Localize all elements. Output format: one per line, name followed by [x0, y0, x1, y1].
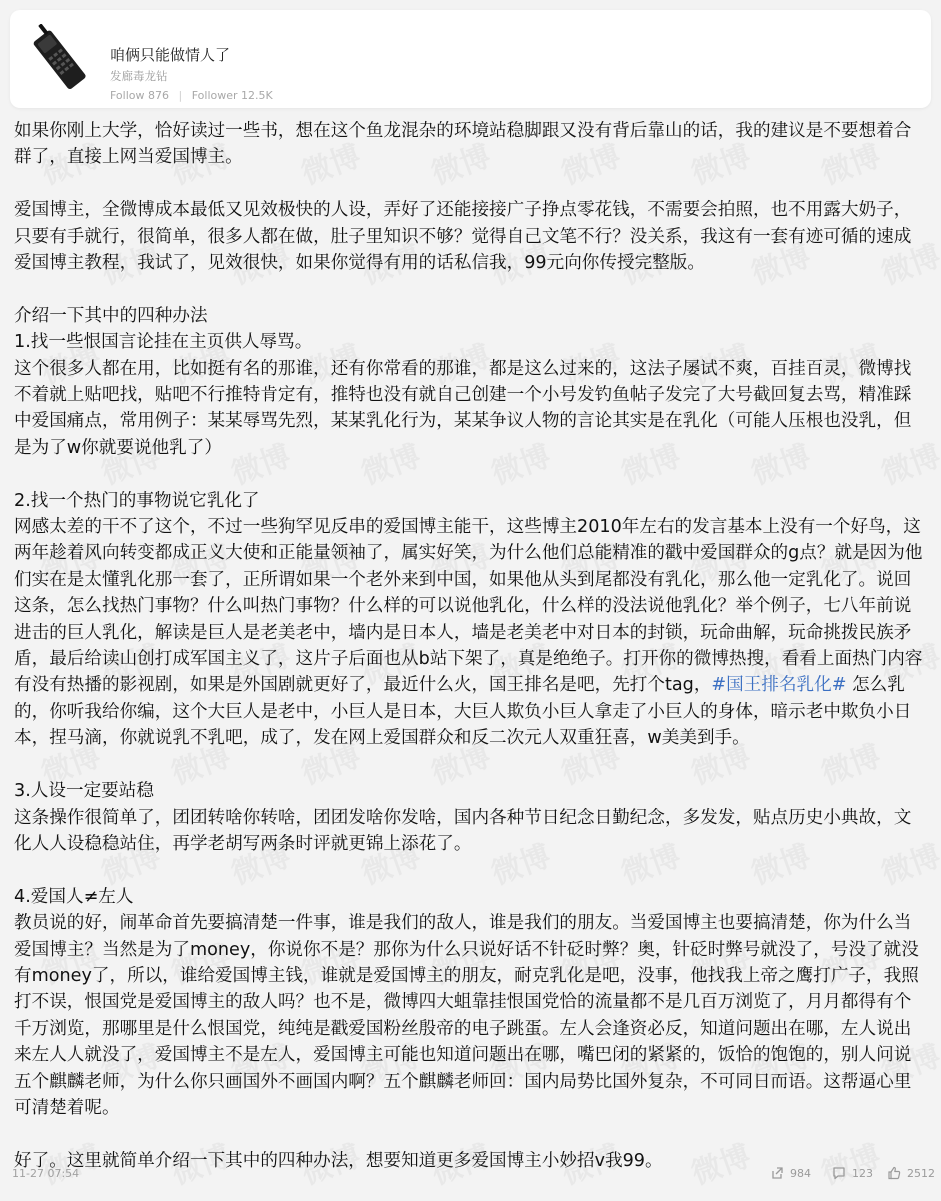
follow-count[interactable]: 876 [148, 89, 170, 102]
stats-divider: | [178, 89, 183, 102]
hashtag-link[interactable]: #国王排名乳化# [711, 675, 847, 696]
profile-subtitle: 发廊毒龙钻 [110, 69, 168, 83]
post-timestamp: 11-27 07:54 [12, 1167, 80, 1180]
post-section-method-2 [14, 488, 928, 752]
phone-avatar-icon[interactable] [24, 24, 94, 94]
post-section-method-4: 4.爱国人≠左人 教员说的好，闹革命首先要搞清楚一件事，谁是我们的敌人，谁是我们的朋友。当爱国博主也要搞清楚，你为什么当爱国博主？当然是为了money，你说你不是？那你为什么只说好话不针砭时弊？奥，针砭时弊号就没了，号没了就没有money了，所以，谁给爱国博主钱，谁就是爱国博主的朋友，耐克乳化是吧，没事，他找我上帝之鹰打广子，我照打不误，恨国党是爱国博主的敌人吗？也不是，微博四大蛆靠挂恨国党恰的流量都不是几百万浏览了，月月都得有个千万浏览，那哪里是什么恨国党，纯纯是戳爱国粉丝殷帝的电子跳蛋。左人会逢资必反，知道问题出在哪，左人说出来左人人就没了，爱国博主不是左人，爱国博主可能也知道问题出在哪，嘴巴闭的紧紧的，饭恰的饱饱的，别人问说五个麒麟老师，为什么你只画国外不画国内啊？五个麒麟老师回：国内局势比国外复杂，不可同日而语。这帮逼心里可清楚着呢。 [14, 886, 919, 1118]
like-button[interactable] [887, 1164, 935, 1182]
follower-count[interactable]: 12.5K [241, 89, 273, 102]
comment-count: 123 [852, 1166, 873, 1180]
comment-button[interactable] [832, 1164, 873, 1182]
post-section-method-3: 3.人设一定要站稳 这条操作很简单了，团团转啥你转啥，团团发啥你发啥，国内各种节日纪念日勤纪念，多发发，贴点历史小典故，文化人人设稳稳站住，再学老胡写两条时评就更锦上添花了。 [14, 781, 912, 854]
repost-count: 984 [790, 1166, 811, 1180]
post-section-method-1: 介绍一下其中的四种办法 1.找一些恨国言论挂在主页供人辱骂。 这个很多人都在用，比如挺有名的那谁，还有你常看的那谁，都是这么过来的，这法子屡试不爽，百挂百灵，微博找不着就上贴吧找，贴吧不行推特肯定有，推特也没有就自己创建一个小号发钓鱼帖子发完了大号截回复去骂，精准踩中爱国痛点，常用例子：某某辱骂先烈，某某乳化行为，某某争议人物的言论其实是在乳化（可能人压根也没乳，但是为了w你就要说他乳了） [14, 305, 912, 458]
follower-label[interactable]: Follower [191, 89, 238, 102]
post-paragraph-definition: 爱国博主，全微博成本最低又见效极快的人设，弄好了还能接接广子挣点零花钱，不需要会拍照，也不用露大奶子，只要有手就行，很简单，很多人都在做，肚子里知识不够？觉得自己文笔不行？没关系，我这有一套有迹可循的速成爱国博主教程，我试了，见效很快，如果你觉得有用的话私信我，99元向你传授完整版。 [14, 200, 912, 274]
post-paragraph-closing: 好了。这里就简单介绍一下其中的四种办法，想要知道更多爱国博主小妙招v我99。 [14, 1150, 663, 1171]
like-count: 2512 [907, 1166, 935, 1180]
like-icon [887, 1166, 901, 1180]
follow-label[interactable]: Follow [110, 89, 145, 102]
comment-icon [832, 1166, 846, 1180]
repost-button[interactable] [770, 1164, 811, 1182]
profile-card[interactable] [10, 10, 931, 108]
repost-icon [770, 1166, 784, 1180]
post-paragraph-intro: 如果你刚上大学，恰好读过一些书，想在这个鱼龙混杂的环境站稳脚跟又没有背后靠山的话，我的建议是不要想着合群了，直接上网当爱国博主。 [14, 121, 912, 168]
method-2-text-after: 怎么乳的，你听我给你编，这个大巨人是老中，小巨人是日本，大巨人欺负小巨人拿走了小巨人的身体，暗示老中欺负小日本，捏马滴，你就说乳不乳吧，成了，发在网上爱国群众和反二次元人双重狂喜，w美美到手。 [14, 675, 912, 749]
profile-stats [110, 89, 273, 102]
profile-name[interactable]: 咱俩只能做情人了 [110, 46, 231, 64]
method-2-text-before: 2.找一个热门的事物说它乳化了 网感太差的干不了这个，不过一些狗罕见反串的爱国博主能干，这些博主2010年左右的发言基本上没有一个好鸟，这两年趁着风向转变都成正义大使和正能量领袖了，属实好笑，为什么他们总能精准的戳中爱国群众的g点？就是因为他们实在是太懂乳化那一套了，正所谓如果一个老外来到中国，如果他从头到尾都没有乳化，那么他一定乳化了。说回这条，怎么找热门事物？什么叫热门事物？什么样的可以说他乳化，什么样的没法说他乳化？举个例子，七八年前说进击的巨人乳化，解读是巨人是老美老中，墙内是日本人，墙是老美老中对日本的封锁，玩命曲解，玩命挑拨民族矛盾，最后给读山创打成军国主义了，这片子后面也从b站下架了，真是绝绝子。打开你的微博热搜，看看上面热门内容有没有热播的影视剧，如果是外国剧就更好了，最近什么火，国王排名是吧，先打个tag， [14, 490, 923, 696]
post-footer [0, 1164, 941, 1200]
post-body [14, 118, 928, 1201]
